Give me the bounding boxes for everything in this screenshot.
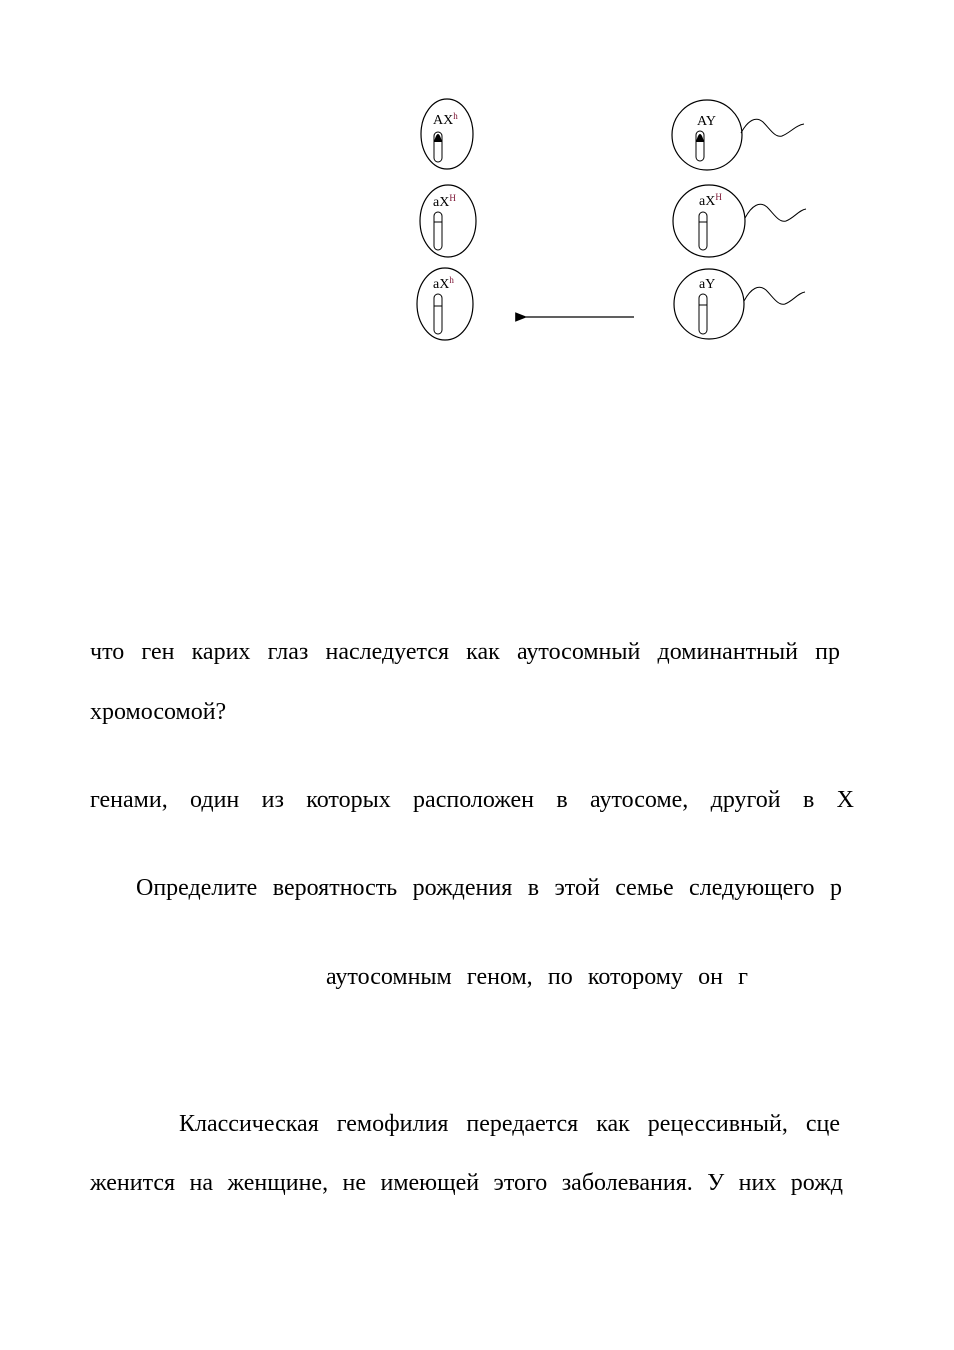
gamete-diagram (0, 0, 954, 380)
svg-text:aXH (433, 193, 456, 210)
egg-2-gene: a (433, 195, 440, 210)
sperm-2-sex: X (705, 194, 716, 209)
text-line-7: женится на женщине, не имеющей этого заболевания. У них рожд (90, 1170, 843, 1196)
sperm-3-gene: a (699, 277, 706, 292)
text-line-5: аутосомным геном, по которому он г (326, 964, 748, 990)
egg-cell-1 (421, 99, 473, 169)
sperm-3-sex: Y (705, 277, 716, 292)
sperm-1-sex: Y (705, 114, 716, 129)
egg-1-sex: X (443, 113, 454, 128)
svg-text:aY (699, 277, 715, 292)
sperm-cell-1 (672, 100, 804, 170)
egg-cell-2 (420, 185, 476, 257)
sperm-1-tail (741, 119, 804, 136)
sperm-2-allele: H (715, 192, 722, 202)
egg-3-gene: a (433, 277, 440, 292)
text-line-2: хромосомой? (90, 699, 227, 725)
sperm-2-tail (745, 204, 806, 221)
egg-1-gene: A (433, 113, 444, 128)
egg-3-sex: X (439, 277, 450, 292)
egg-cell-3 (417, 268, 473, 340)
sperm-1-gene: A (697, 114, 706, 129)
text-line-6: Классическая гемофилия передается как рецессивный, сце (179, 1111, 840, 1137)
egg-2-sex: X (439, 195, 450, 210)
svg-text:aXH (699, 192, 722, 209)
sperm-2-gene: a (699, 194, 706, 209)
sperm-cell-3 (674, 269, 805, 339)
egg-3-allele: h (449, 275, 454, 285)
text-line-4: Определите вероятность рождения в этой семье следующего р (136, 875, 842, 901)
egg-1-allele: h (453, 111, 458, 121)
text-line-1: что ген карих глаз наследуется как аутосомный доминантный пр (90, 639, 840, 665)
svg-text:AXh (433, 111, 458, 128)
egg-2-allele: H (449, 193, 456, 203)
svg-text:AY (697, 114, 716, 129)
svg-text:aXh (433, 275, 454, 292)
text-line-3: генами, один из которых расположен в аутосоме, другой в Х (90, 787, 854, 813)
sperm-3-tail (744, 287, 805, 304)
sperm-cell-2 (673, 185, 806, 257)
